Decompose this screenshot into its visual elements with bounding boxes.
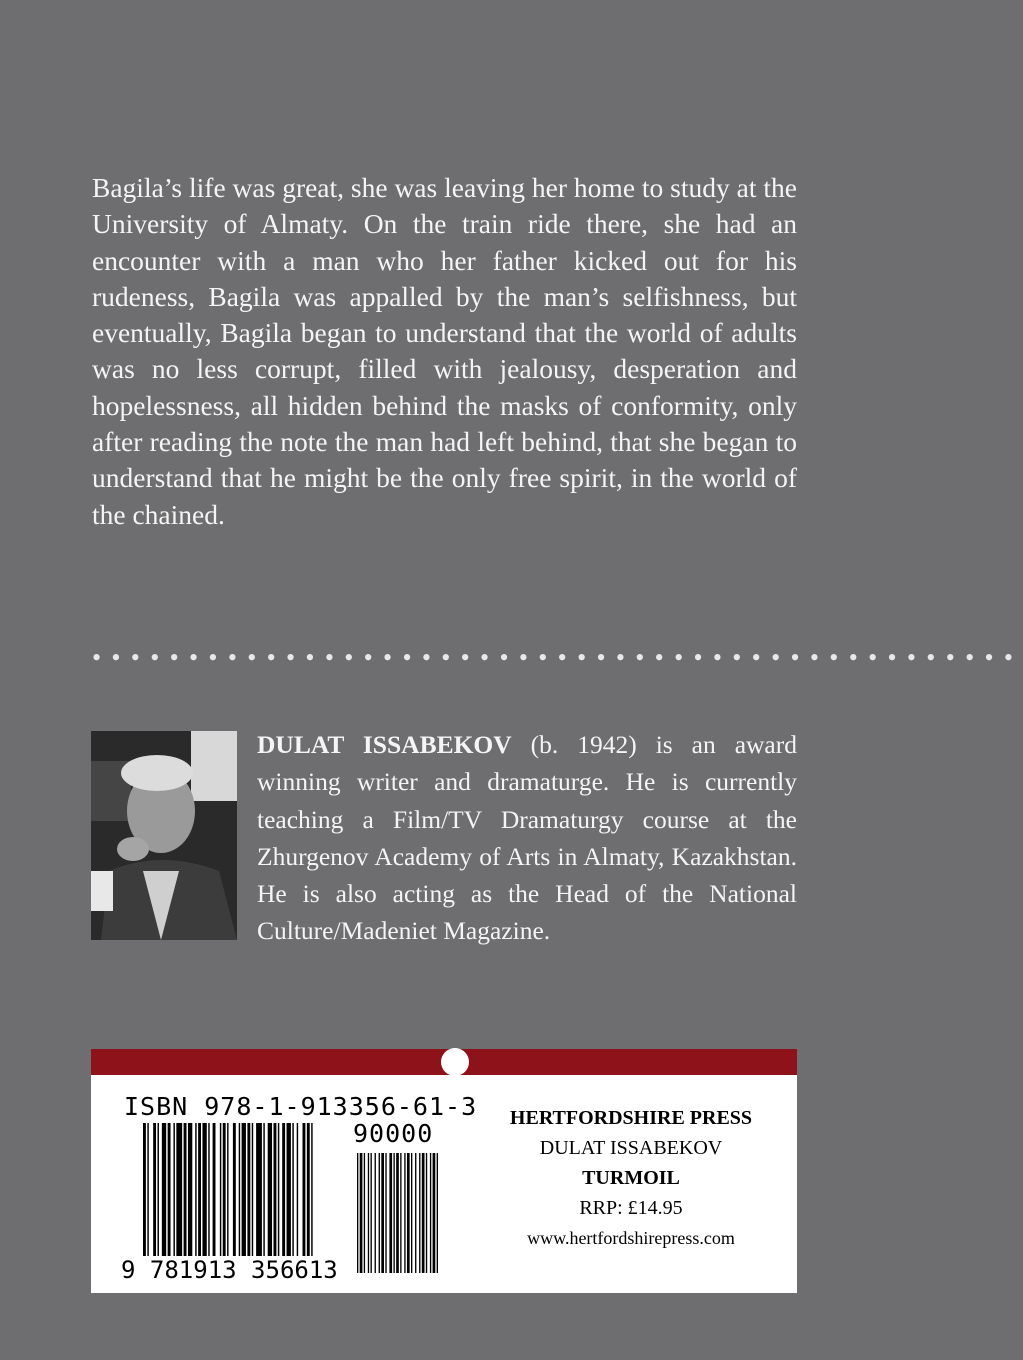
barcode-addon-bar xyxy=(422,1153,425,1273)
barcode-bar xyxy=(147,1123,148,1273)
author-photo xyxy=(91,731,237,940)
dotted-separator: •••••••••••••••••••••••••••••••••••••••••••••••• xyxy=(92,643,1023,672)
barcode-addon-bar xyxy=(407,1153,410,1273)
barcode-bar xyxy=(213,1123,216,1273)
publisher-url[interactable]: www.hertfordshirepress.com xyxy=(527,1228,735,1248)
panel-hole-marker xyxy=(441,1048,469,1076)
barcode-bar xyxy=(256,1123,262,1273)
publisher-name: HERTFORDSHIRE PRESS xyxy=(509,1107,753,1129)
barcode-bar xyxy=(252,1123,253,1273)
barcode-addon-bar xyxy=(433,1153,436,1273)
barcode-bar xyxy=(195,1123,196,1273)
barcode-bar xyxy=(242,1123,246,1273)
barcode-addon-bar xyxy=(389,1153,392,1273)
barcode-bar xyxy=(307,1123,310,1273)
barcode-addon-bar xyxy=(411,1153,412,1273)
barcode-bar xyxy=(173,1123,174,1273)
author-bio-text: (b. 1942) is an award winning writer and dramaturge. He is currently teaching a Film/TV Dramaturgy course at the Zhurgenov Academy of Arts in Almaty, Kazakhstan. He is also acting as the Head of the National Culture/Madeniet Magazine. xyxy=(257,730,797,946)
publisher-author: DULAT ISSABEKOV xyxy=(539,1137,723,1159)
isbn-label: ISBN 978-1-913356-61-3 xyxy=(124,1092,478,1121)
barcode-addon-bar xyxy=(357,1153,358,1273)
barcode-addon-bar xyxy=(400,1153,401,1273)
barcode-addon-bar xyxy=(379,1153,380,1273)
barcode-addon-bar xyxy=(360,1153,363,1273)
barcode-addon-bar xyxy=(364,1153,365,1273)
barcode-bar xyxy=(202,1123,206,1273)
barcode-bar xyxy=(220,1123,221,1273)
barcode-addon-bar xyxy=(426,1153,427,1273)
barcode-bar xyxy=(227,1123,228,1273)
book-title: TURMOIL xyxy=(582,1167,680,1189)
barcode-bar xyxy=(282,1123,285,1273)
barcode-panel xyxy=(91,1075,797,1293)
book-price: RRP: £14.95 xyxy=(579,1197,683,1219)
barcode-bar xyxy=(158,1123,159,1273)
barcode-bar xyxy=(274,1123,277,1273)
author-name: DULAT ISSABEKOV xyxy=(257,730,512,759)
publisher-info xyxy=(481,1103,781,1253)
barcode-addon-bar xyxy=(415,1153,416,1273)
barcode-addon-bar xyxy=(375,1153,376,1273)
barcode-addon-bar xyxy=(381,1153,384,1273)
barcode-bar xyxy=(188,1123,192,1273)
barcode-bar xyxy=(268,1123,272,1273)
barcode-bar xyxy=(278,1123,279,1273)
barcode-bar xyxy=(184,1123,187,1273)
barcode-addon-bar xyxy=(404,1153,405,1273)
barcode-bar xyxy=(153,1123,156,1273)
barcode-addon-bar xyxy=(419,1153,420,1273)
barcode-bar xyxy=(233,1123,236,1273)
barcode-bar xyxy=(162,1123,166,1273)
barcode-bar xyxy=(303,1123,306,1273)
barcode-digits: 9 781913 356613 xyxy=(121,1256,342,1284)
barcode-bar xyxy=(311,1123,312,1273)
barcode-addon-bar xyxy=(396,1153,399,1273)
author-bio xyxy=(257,726,797,950)
barcode-addon-bar xyxy=(393,1153,394,1273)
barcode-bar xyxy=(239,1123,240,1273)
author-portrait-image xyxy=(91,731,237,940)
barcode-bar xyxy=(292,1123,293,1273)
barcode-bar xyxy=(176,1123,182,1273)
back-cover-blurb: Bagila’s life was great, she was leaving her home to study at the University of Almaty. On the train ride there, she had an encounter with a man who her father kicked out for his rudeness, Bagila was appalled by the man’s selfishness, but eventually, Bagila began to understand that the world of adults was no less corrupt, filled with jealousy, desperation and hopelessness, all hidden behind the masks of conformity, only after reading the note the man had left behind, that she began to understand that he might be the only free spirit, in the world of the chained. xyxy=(92,172,797,530)
barcode-bar xyxy=(208,1123,209,1273)
barcode-addon-bar xyxy=(385,1153,386,1273)
barcode-bar xyxy=(263,1123,264,1273)
barcode-bar xyxy=(168,1123,171,1273)
barcode-bar xyxy=(223,1123,226,1273)
barcode-addon-bar xyxy=(430,1153,431,1273)
barcode-addon-bar xyxy=(371,1153,372,1273)
barcode-bar xyxy=(143,1123,146,1273)
barcode-addon-digits: 90000 xyxy=(353,1119,434,1148)
barcode-bar xyxy=(297,1123,298,1273)
barcode-addon-bar xyxy=(368,1153,369,1273)
barcode-addon-bar xyxy=(437,1153,438,1273)
barcode-bar xyxy=(287,1123,291,1273)
barcode-bar xyxy=(198,1123,201,1273)
barcode-bar xyxy=(247,1123,250,1273)
